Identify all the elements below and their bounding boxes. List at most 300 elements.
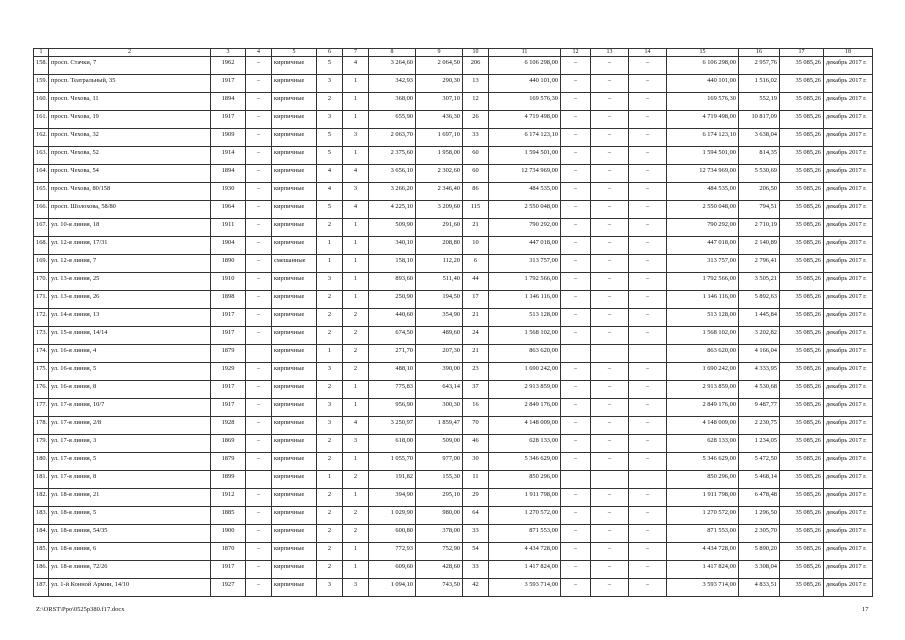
col13-cell: – xyxy=(591,453,629,471)
row-number-cell: 185. xyxy=(34,543,49,561)
total-area-cell: 509,90 xyxy=(369,219,416,237)
limit-cost-cell: 35 085,26 xyxy=(780,453,824,471)
col13-cell: – xyxy=(591,579,629,597)
row-number-cell: 183. xyxy=(34,507,49,525)
living-area-cell: 354,90 xyxy=(416,309,463,327)
col13-cell: – xyxy=(591,147,629,165)
total-area-cell: 368,00 xyxy=(369,93,416,111)
completion-date-cell: декабрь 2017 г. xyxy=(824,111,873,129)
residents-cell: 60 xyxy=(463,165,489,183)
cost-per-sqm-cell: 4 530,68 xyxy=(739,381,780,399)
address-cell: ул. 18-я линия, 72/26 xyxy=(49,561,211,579)
total-cost-cell: 4 719 498,00 xyxy=(667,111,739,129)
total-cost-cell: 440 101,00 xyxy=(667,75,739,93)
year-built-cell: 1899 xyxy=(211,471,246,489)
floors-cell: 5 xyxy=(317,201,343,219)
entrances-cell: 4 xyxy=(343,57,369,75)
col14-cell: – xyxy=(629,201,667,219)
repair-cost-cell: 863 620,00 xyxy=(489,345,561,363)
living-area-cell: 489,60 xyxy=(416,327,463,345)
total-cost-cell: 1 911 798,00 xyxy=(667,489,739,507)
total-cost-cell: 790 292,00 xyxy=(667,219,739,237)
living-area-cell: 2 346,40 xyxy=(416,183,463,201)
col12-cell: – xyxy=(561,201,591,219)
row-number-cell: 168. xyxy=(34,237,49,255)
address-cell: ул. 13-я линия, 26 xyxy=(49,291,211,309)
residents-cell: 33 xyxy=(463,561,489,579)
table-row xyxy=(34,165,873,183)
col13-cell: – xyxy=(591,201,629,219)
wall-material-cell: кирпичные xyxy=(272,399,317,417)
living-area-cell: 436,30 xyxy=(416,111,463,129)
cost-per-sqm-cell: 4 833,51 xyxy=(739,579,780,597)
col14-cell: – xyxy=(629,507,667,525)
col14-cell: – xyxy=(629,327,667,345)
address-cell: ул. 16-я линия, 8 xyxy=(49,381,211,399)
col12-cell: – xyxy=(561,255,591,273)
year-built-cell: 1890 xyxy=(211,255,246,273)
limit-cost-cell: 35 085,26 xyxy=(780,219,824,237)
address-cell: ул. 17-я линия, 5 xyxy=(49,453,211,471)
repair-cost-cell: 313 757,00 xyxy=(489,255,561,273)
wall-material-cell: кирпичные xyxy=(272,543,317,561)
floors-cell: 3 xyxy=(317,273,343,291)
table-row xyxy=(34,327,873,345)
col12-cell: – xyxy=(561,147,591,165)
limit-cost-cell: 35 085,26 xyxy=(780,525,824,543)
residents-cell: 60 xyxy=(463,147,489,165)
floors-cell: 4 xyxy=(317,183,343,201)
floors-cell: 2 xyxy=(317,291,343,309)
address-cell: ул. 18-я линия, 5 xyxy=(49,507,211,525)
wall-material-cell: кирпичные xyxy=(272,93,317,111)
row-number-cell: 178. xyxy=(34,417,49,435)
col14-cell: – xyxy=(629,57,667,75)
residents-cell: 54 xyxy=(463,543,489,561)
column-number-header: 15 xyxy=(667,49,739,57)
col14-cell xyxy=(629,471,667,489)
completion-date-cell: декабрь 2017 г. xyxy=(824,543,873,561)
col14-cell: – xyxy=(629,93,667,111)
entrances-cell: 3 xyxy=(343,579,369,597)
wall-material-cell: кирпичные xyxy=(272,579,317,597)
column-number-header: 2 xyxy=(49,49,211,57)
table-row xyxy=(34,237,873,255)
col12-cell: – xyxy=(561,291,591,309)
row-number-cell: 158. xyxy=(34,57,49,75)
entrances-cell: 1 xyxy=(343,219,369,237)
completion-date-cell: декабрь 2017 г. xyxy=(824,399,873,417)
cost-per-sqm-cell: 5 468,14 xyxy=(739,471,780,489)
total-area-cell: 893,60 xyxy=(369,273,416,291)
col13-cell: – xyxy=(591,75,629,93)
completion-date-cell: декабрь 2017 г. xyxy=(824,75,873,93)
address-cell: просп. Чехова, 32 xyxy=(49,129,211,147)
row-number-cell: 173. xyxy=(34,327,49,345)
limit-cost-cell: 35 085,26 xyxy=(780,561,824,579)
col4-cell xyxy=(246,471,272,489)
col4-cell: – xyxy=(246,111,272,129)
limit-cost-cell: 35 085,26 xyxy=(780,507,824,525)
completion-date-cell: декабрь 2017 г. xyxy=(824,237,873,255)
repair-cost-cell: 850 296,00 xyxy=(489,471,561,489)
col4-cell: – xyxy=(246,147,272,165)
address-cell: просп. Чехова, 54 xyxy=(49,165,211,183)
col13-cell xyxy=(591,345,629,363)
table-row xyxy=(34,219,873,237)
completion-date-cell: декабрь 2017 г. xyxy=(824,183,873,201)
col13-cell: – xyxy=(591,273,629,291)
col14-cell: – xyxy=(629,309,667,327)
entrances-cell: 3 xyxy=(343,435,369,453)
column-number-header: 9 xyxy=(416,49,463,57)
total-area-cell: 655,90 xyxy=(369,111,416,129)
table-row xyxy=(34,381,873,399)
col4-cell: – xyxy=(246,255,272,273)
living-area-cell: 2 064,50 xyxy=(416,57,463,75)
col12-cell: – xyxy=(561,111,591,129)
total-cost-cell: 4 148 009,00 xyxy=(667,417,739,435)
wall-material-cell: кирпичные xyxy=(272,417,317,435)
col14-cell: – xyxy=(629,561,667,579)
address-cell: ул. 16-я линия, 5 xyxy=(49,363,211,381)
wall-material-cell: кирпичные xyxy=(272,291,317,309)
wall-material-cell: кирпичные xyxy=(272,183,317,201)
limit-cost-cell: 35 085,26 xyxy=(780,345,824,363)
residents-cell: 42 xyxy=(463,579,489,597)
limit-cost-cell: 35 085,26 xyxy=(780,57,824,75)
entrances-cell: 1 xyxy=(343,237,369,255)
repair-cost-cell: 2 913 859,00 xyxy=(489,381,561,399)
col4-cell: – xyxy=(246,219,272,237)
table-row xyxy=(34,417,873,435)
total-cost-cell: 1 568 102,00 xyxy=(667,327,739,345)
col12-cell: – xyxy=(561,273,591,291)
col14-cell: – xyxy=(629,525,667,543)
table-row xyxy=(34,471,873,489)
total-area-cell: 1 055,70 xyxy=(369,453,416,471)
address-cell: ул. 17-я линия, 2/8 xyxy=(49,417,211,435)
col14-cell: – xyxy=(629,417,667,435)
register-table xyxy=(33,48,873,597)
col4-cell xyxy=(246,345,272,363)
wall-material-cell: кирпичные xyxy=(272,237,317,255)
living-area-cell: 290,30 xyxy=(416,75,463,93)
floors-cell: 2 xyxy=(317,93,343,111)
cost-per-sqm-cell: 2 305,70 xyxy=(739,525,780,543)
residents-cell: 70 xyxy=(463,417,489,435)
cost-per-sqm-cell: 2 957,76 xyxy=(739,57,780,75)
col4-cell: – xyxy=(246,237,272,255)
residents-cell: 86 xyxy=(463,183,489,201)
wall-material-cell: кирпичные xyxy=(272,327,317,345)
col12-cell: – xyxy=(561,165,591,183)
col13-cell: – xyxy=(591,363,629,381)
year-built-cell: 1869 xyxy=(211,435,246,453)
entrances-cell: 1 xyxy=(343,255,369,273)
floors-cell: 2 xyxy=(317,561,343,579)
column-number-row xyxy=(34,49,873,57)
repair-cost-cell: 6 106 298,00 xyxy=(489,57,561,75)
cost-per-sqm-cell: 5 530,69 xyxy=(739,165,780,183)
wall-material-cell: кирпичные xyxy=(272,309,317,327)
cost-per-sqm-cell: 2 710,19 xyxy=(739,219,780,237)
living-area-cell: 378,00 xyxy=(416,525,463,543)
address-cell: ул. 12-я линия, 17/31 xyxy=(49,237,211,255)
wall-material-cell: кирпичные xyxy=(272,219,317,237)
floors-cell: 2 xyxy=(317,507,343,525)
living-area-cell: 3 209,60 xyxy=(416,201,463,219)
table-row xyxy=(34,183,873,201)
col14-cell: – xyxy=(629,111,667,129)
limit-cost-cell: 35 085,26 xyxy=(780,309,824,327)
limit-cost-cell: 35 085,26 xyxy=(780,93,824,111)
wall-material-cell: кирпичные xyxy=(272,57,317,75)
wall-material-cell: кирпичные xyxy=(272,381,317,399)
living-area-cell: 977,00 xyxy=(416,453,463,471)
year-built-cell: 1909 xyxy=(211,129,246,147)
completion-date-cell: декабрь 2017 г. xyxy=(824,489,873,507)
col14-cell: – xyxy=(629,183,667,201)
entrances-cell: 3 xyxy=(343,129,369,147)
table-row xyxy=(34,93,873,111)
limit-cost-cell: 35 085,26 xyxy=(780,255,824,273)
completion-date-cell: декабрь 2017 г. xyxy=(824,417,873,435)
living-area-cell: 194,50 xyxy=(416,291,463,309)
row-number-cell: 174. xyxy=(34,345,49,363)
col12-cell: – xyxy=(561,399,591,417)
living-area-cell: 1 958,00 xyxy=(416,147,463,165)
col14-cell: – xyxy=(629,489,667,507)
living-area-cell: 390,00 xyxy=(416,363,463,381)
col13-cell: – xyxy=(591,111,629,129)
address-cell: ул. 17-я линия, 10/7 xyxy=(49,399,211,417)
total-cost-cell: 6 174 123,10 xyxy=(667,129,739,147)
column-number-header: 4 xyxy=(246,49,272,57)
cost-per-sqm-cell: 2 140,89 xyxy=(739,237,780,255)
col4-cell: – xyxy=(246,489,272,507)
year-built-cell: 1900 xyxy=(211,525,246,543)
completion-date-cell: декабрь 2017 г. xyxy=(824,255,873,273)
address-cell: ул. 12-я линия, 7 xyxy=(49,255,211,273)
address-cell: просп. Театральный, 35 xyxy=(49,75,211,93)
col14-cell: – xyxy=(629,543,667,561)
completion-date-cell: декабрь 2017 г. xyxy=(824,579,873,597)
cost-per-sqm-cell: 2 796,41 xyxy=(739,255,780,273)
col14-cell: – xyxy=(629,165,667,183)
total-area-cell: 956,90 xyxy=(369,399,416,417)
entrances-cell: 1 xyxy=(343,489,369,507)
year-built-cell: 1917 xyxy=(211,75,246,93)
table-row xyxy=(34,201,873,219)
cost-per-sqm-cell: 3 638,04 xyxy=(739,129,780,147)
year-built-cell: 1898 xyxy=(211,291,246,309)
total-area-cell: 2 063,70 xyxy=(369,129,416,147)
total-cost-cell: 628 133,00 xyxy=(667,435,739,453)
cost-per-sqm-cell: 3 308,04 xyxy=(739,561,780,579)
living-area-cell: 2 302,60 xyxy=(416,165,463,183)
floors-cell: 2 xyxy=(317,525,343,543)
col13-cell: – xyxy=(591,327,629,345)
col14-cell: – xyxy=(629,381,667,399)
wall-material-cell: кирпичные xyxy=(272,561,317,579)
floors-cell: 2 xyxy=(317,543,343,561)
floors-cell: 2 xyxy=(317,453,343,471)
row-number-cell: 181. xyxy=(34,471,49,489)
column-number-header: 8 xyxy=(369,49,416,57)
entrances-cell: 2 xyxy=(343,345,369,363)
col14-cell: – xyxy=(629,291,667,309)
completion-date-cell: декабрь 2017 г. xyxy=(824,273,873,291)
residents-cell: 26 xyxy=(463,111,489,129)
total-area-cell: 3 250,97 xyxy=(369,417,416,435)
table-row xyxy=(34,309,873,327)
row-number-cell: 171. xyxy=(34,291,49,309)
table-row xyxy=(34,291,873,309)
repair-cost-cell: 3 593 714,00 xyxy=(489,579,561,597)
col12-cell: – xyxy=(561,525,591,543)
col4-cell: – xyxy=(246,453,272,471)
wall-material-cell: кирпичные xyxy=(272,525,317,543)
col4-cell: – xyxy=(246,381,272,399)
repair-cost-cell: 628 133,00 xyxy=(489,435,561,453)
limit-cost-cell: 35 085,26 xyxy=(780,273,824,291)
completion-date-cell: декабрь 2017 г. xyxy=(824,219,873,237)
completion-date-cell: декабрь 2017 г. xyxy=(824,471,873,489)
wall-material-cell: кирпичные xyxy=(272,147,317,165)
table-row xyxy=(34,399,873,417)
cost-per-sqm-cell: 9 487,77 xyxy=(739,399,780,417)
total-area-cell: 1 029,90 xyxy=(369,507,416,525)
limit-cost-cell: 35 085,26 xyxy=(780,201,824,219)
repair-cost-cell: 1 911 798,00 xyxy=(489,489,561,507)
entrances-cell: 4 xyxy=(343,165,369,183)
col13-cell: – xyxy=(591,435,629,453)
entrances-cell: 2 xyxy=(343,507,369,525)
completion-date-cell: декабрь 2017 г. xyxy=(824,309,873,327)
cost-per-sqm-cell: 1 234,05 xyxy=(739,435,780,453)
repair-cost-cell: 1 568 102,00 xyxy=(489,327,561,345)
col12-cell: – xyxy=(561,489,591,507)
row-number-cell: 186. xyxy=(34,561,49,579)
table-row xyxy=(34,129,873,147)
completion-date-cell: декабрь 2017 г. xyxy=(824,327,873,345)
floors-cell: 1 xyxy=(317,255,343,273)
address-cell: ул. 18-я линия, 54/35 xyxy=(49,525,211,543)
table-body xyxy=(34,57,873,597)
total-area-cell: 191,82 xyxy=(369,471,416,489)
address-cell: просп. Стачки, 7 xyxy=(49,57,211,75)
year-built-cell: 1927 xyxy=(211,579,246,597)
repair-cost-cell: 6 174 123,10 xyxy=(489,129,561,147)
col12-cell: – xyxy=(561,237,591,255)
col4-cell: – xyxy=(246,273,272,291)
col14-cell: – xyxy=(629,75,667,93)
wall-material-cell: кирпичные xyxy=(272,363,317,381)
wall-material-cell: кирпичные xyxy=(272,165,317,183)
total-area-cell: 609,60 xyxy=(369,561,416,579)
cost-per-sqm-cell: 1 445,84 xyxy=(739,309,780,327)
address-cell: ул. 17-я линия, 8 xyxy=(49,471,211,489)
residents-cell: 44 xyxy=(463,273,489,291)
col4-cell: – xyxy=(246,363,272,381)
entrances-cell: 2 xyxy=(343,327,369,345)
total-area-cell: 342,93 xyxy=(369,75,416,93)
total-cost-cell: 871 553,00 xyxy=(667,525,739,543)
address-cell: ул. 17-я линия, 3 xyxy=(49,435,211,453)
year-built-cell: 1917 xyxy=(211,381,246,399)
floors-cell: 5 xyxy=(317,147,343,165)
total-cost-cell: 2 550 048,00 xyxy=(667,201,739,219)
total-cost-cell: 1 146 116,00 xyxy=(667,291,739,309)
col4-cell: – xyxy=(246,399,272,417)
residents-cell: 12 xyxy=(463,93,489,111)
year-built-cell: 1917 xyxy=(211,561,246,579)
col12-cell: – xyxy=(561,381,591,399)
completion-date-cell: декабрь 2017 г. xyxy=(824,291,873,309)
col4-cell: – xyxy=(246,579,272,597)
entrances-cell: 2 xyxy=(343,525,369,543)
column-number-header: 3 xyxy=(211,49,246,57)
living-area-cell: 208,80 xyxy=(416,237,463,255)
cost-per-sqm-cell: 1 516,02 xyxy=(739,75,780,93)
repair-cost-cell: 4 148 009,00 xyxy=(489,417,561,435)
col12-cell: – xyxy=(561,93,591,111)
row-number-cell: 159. xyxy=(34,75,49,93)
cost-per-sqm-cell: 5 472,50 xyxy=(739,453,780,471)
col12-cell: – xyxy=(561,561,591,579)
floors-cell: 1 xyxy=(317,345,343,363)
col12-cell: – xyxy=(561,219,591,237)
repair-cost-cell: 1 594 501,00 xyxy=(489,147,561,165)
row-number-cell: 177. xyxy=(34,399,49,417)
total-cost-cell: 12 734 969,00 xyxy=(667,165,739,183)
total-cost-cell: 513 128,00 xyxy=(667,309,739,327)
column-number-header: 5 xyxy=(272,49,317,57)
cost-per-sqm-cell: 4 166,04 xyxy=(739,345,780,363)
table-row xyxy=(34,525,873,543)
row-number-cell: 162. xyxy=(34,129,49,147)
cost-per-sqm-cell: 3 202,82 xyxy=(739,327,780,345)
residents-cell: 30 xyxy=(463,453,489,471)
col13-cell: – xyxy=(591,291,629,309)
limit-cost-cell: 35 085,26 xyxy=(780,327,824,345)
total-cost-cell: 447 018,00 xyxy=(667,237,739,255)
living-area-cell: 509,00 xyxy=(416,435,463,453)
col4-cell: – xyxy=(246,129,272,147)
year-built-cell: 1894 xyxy=(211,165,246,183)
address-cell: ул. 10-я линия, 18 xyxy=(49,219,211,237)
living-area-cell: 112,20 xyxy=(416,255,463,273)
row-number-cell: 161. xyxy=(34,111,49,129)
living-area-cell: 1 859,47 xyxy=(416,417,463,435)
residents-cell: 10 xyxy=(463,237,489,255)
total-cost-cell: 850 296,00 xyxy=(667,471,739,489)
table-row xyxy=(34,489,873,507)
table-row xyxy=(34,579,873,597)
total-area-cell: 3 266,20 xyxy=(369,183,416,201)
col12-cell: – xyxy=(561,453,591,471)
col13-cell: – xyxy=(591,399,629,417)
floors-cell: 1 xyxy=(317,471,343,489)
col13-cell: – xyxy=(591,237,629,255)
repair-cost-cell: 2 550 048,00 xyxy=(489,201,561,219)
row-number-cell: 160. xyxy=(34,93,49,111)
cost-per-sqm-cell: 794,51 xyxy=(739,201,780,219)
address-cell: ул. 18-я линия, 6 xyxy=(49,543,211,561)
table-row xyxy=(34,561,873,579)
residents-cell: 33 xyxy=(463,525,489,543)
